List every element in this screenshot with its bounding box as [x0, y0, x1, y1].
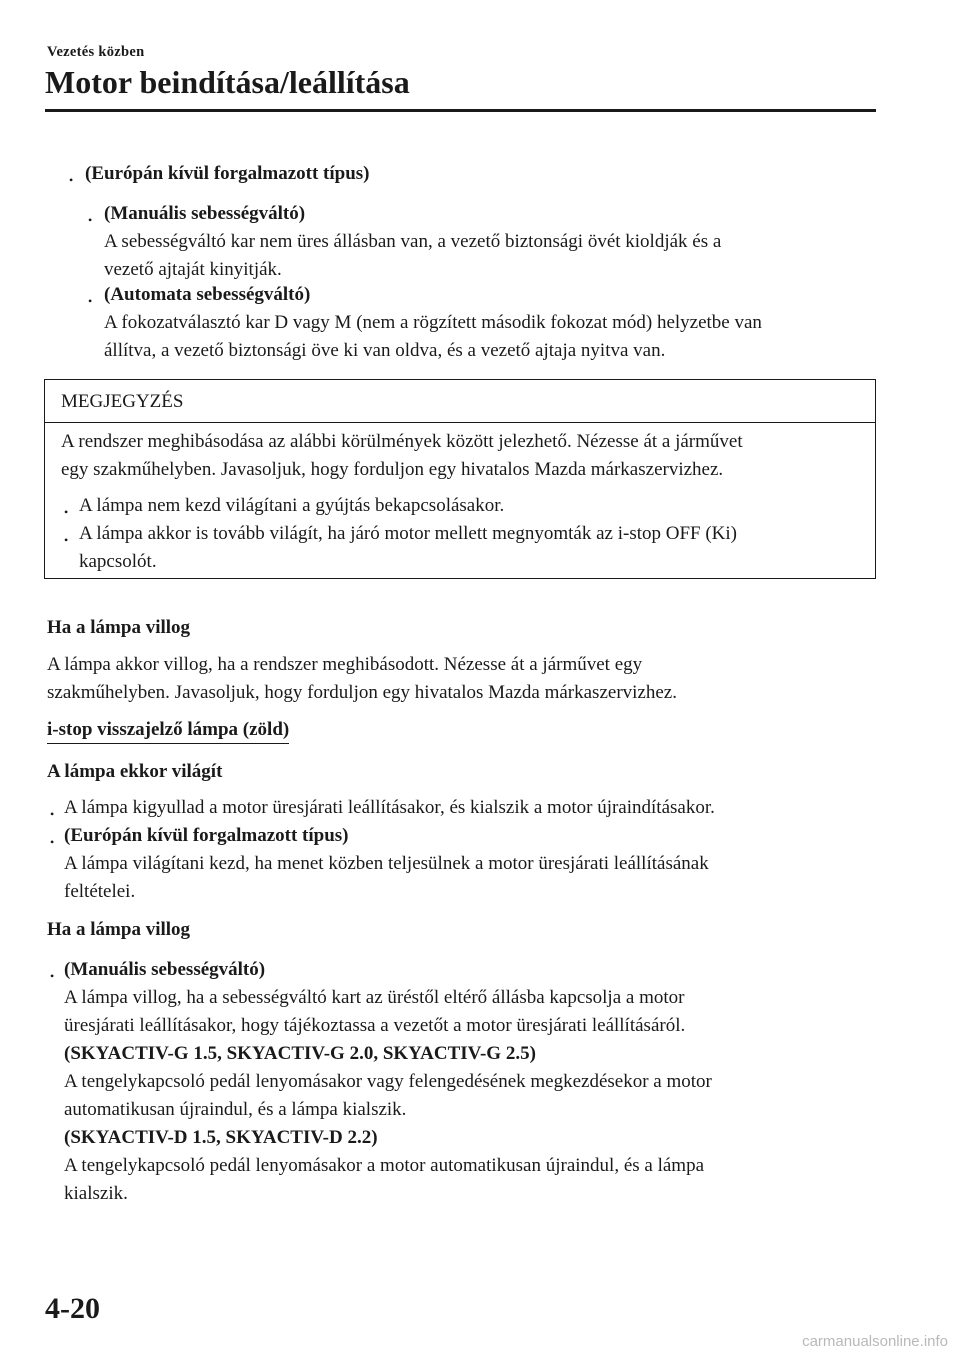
lit-heading: A lámpa ekkor világít — [47, 761, 223, 782]
blink-manual-line: üresjárati leállításakor, hogy tájékoztassa a vezetőt a motor üresjárati leállításáról. — [64, 1015, 686, 1036]
blink-manual-heading: (Manuális sebességváltó) — [64, 959, 266, 980]
automatic-line: állítva, a vezető biztonsági öve ki van oldva, és a vezető ajtaja nyitva van. — [104, 340, 666, 361]
skyactiv-g-heading: (SKYACTIV-G 1.5, SKYACTIV-G 2.0, SKYACTIV-G 2.5) — [64, 1043, 536, 1064]
bullet-icon: • — [88, 294, 93, 308]
manual-line: A sebességváltó kar nem üres állásban van, a vezető biztonsági övét kioldják és a — [104, 231, 722, 252]
bullet-icon: • — [50, 807, 55, 821]
automatic-line: A fokozatválasztó kar D vagy M (nem a rögzített második fokozat mód) helyzetbe van — [104, 312, 762, 333]
green-indicator-heading: i-stop visszajelző lámpa (zöld) — [47, 718, 289, 744]
skyactiv-d-line: A tengelykapcsoló pedál lenyomásakor a motor automatikusan újraindul, és a lámpa — [64, 1155, 705, 1176]
watermark: carmanualsonline.info — [802, 1333, 948, 1350]
note-title: MEGJEGYZÉS — [61, 391, 184, 412]
blink-line: A lámpa akkor villog, ha a rendszer meghibásodott. Nézesse át a járművet egy — [47, 654, 643, 675]
manual-line: vezető ajtaját kinyitják. — [104, 259, 282, 280]
title-divider — [45, 109, 876, 112]
lit-line: A lámpa világítani kezd, ha menet közben teljesülnek a motor üresjárati leállításának — [64, 853, 709, 874]
blink-manual-line: A lámpa villog, ha a sebességváltó kart az üréstől eltérő állásba kapcsolja a motor — [64, 987, 685, 1008]
skyactiv-g-line: automatikusan újraindul, és a lámpa kialszik. — [64, 1099, 407, 1120]
note-header-divider — [44, 422, 876, 423]
page-title: Motor beindítása/leállítása — [45, 64, 410, 100]
lit-line: feltételei. — [64, 881, 136, 902]
outer-type-heading: (Európán kívül forgalmazott típus) — [85, 163, 370, 184]
automatic-heading: (Automata sebességváltó) — [104, 284, 311, 305]
note-body-line: egy szakműhelyben. Javasoljuk, hogy forduljon egy hivatalos Mazda márkaszervizhez. — [61, 459, 724, 480]
page-number: 4-20 — [45, 1292, 100, 1325]
blink-heading: Ha a lámpa villog — [47, 919, 191, 940]
manual-heading: (Manuális sebességváltó) — [104, 203, 306, 224]
bullet-icon: • — [69, 173, 74, 187]
note-bullet: A lámpa nem kezd világítani a gyújtás bekapcsolásakor. — [79, 495, 505, 516]
note-bullet: A lámpa akkor is tovább világít, ha járó motor mellett megnyomták az i-stop OFF (Ki) — [79, 523, 738, 544]
skyactiv-g-line: A tengelykapcsoló pedál lenyomásakor vagy felengedésének megkezdésekor a motor — [64, 1071, 712, 1092]
blink-heading: Ha a lámpa villog — [47, 617, 191, 638]
bullet-icon: • — [64, 505, 69, 519]
section-label: Vezetés közben — [47, 44, 145, 60]
lit-type-heading: (Európán kívül forgalmazott típus) — [64, 825, 349, 846]
bullet-icon: • — [88, 213, 93, 227]
bullet-icon: • — [64, 533, 69, 547]
lit-bullet: A lámpa kigyullad a motor üresjárati leállításakor, és kialszik a motor újraindításakor. — [64, 797, 715, 818]
blink-line: szakműhelyben. Javasoljuk, hogy forduljon egy hivatalos Mazda márkaszervizhez. — [47, 682, 677, 703]
bullet-icon: • — [50, 969, 55, 983]
note-body-line: A rendszer meghibásodása az alábbi körülmények között jelezhető. Nézesse át a járművet — [61, 431, 743, 452]
skyactiv-d-heading: (SKYACTIV-D 1.5, SKYACTIV-D 2.2) — [64, 1127, 378, 1148]
skyactiv-d-line: kialszik. — [64, 1183, 128, 1204]
bullet-icon: • — [50, 835, 55, 849]
note-bullet-continued: kapcsolót. — [79, 551, 157, 572]
